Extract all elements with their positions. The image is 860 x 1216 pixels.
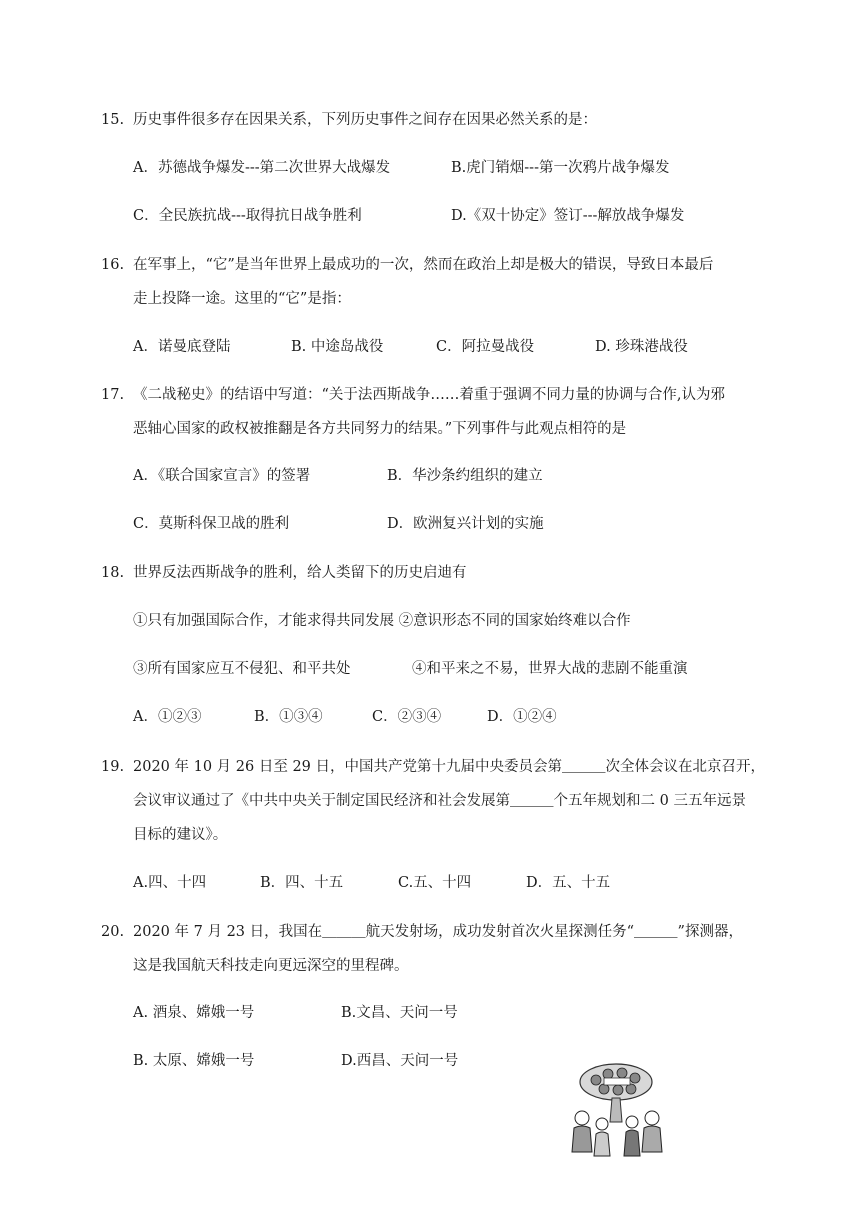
question-18-option-d: D．①②④ <box>487 709 557 725</box>
question-19-text-line2: 会议审议通过了《中共中央关于制定国民经济和社会发展第＿＿＿个五年规划和二 0 三五年远景 <box>133 793 746 809</box>
question-20-option-b: B.文昌、天问一号 <box>341 1005 458 1021</box>
question-18-statement-4: ④和平来之不易，世界大战的悲剧不能重演 <box>412 661 688 677</box>
question-18-option-b: B．①③④ <box>254 709 323 725</box>
question-18-statement-1-2: ①只有加强国际合作，才能求得共同发展 ②意识形态不同的国家始终难以合作 <box>133 613 631 629</box>
question-19-option-c: C.五、十四 <box>398 875 472 891</box>
question-15-option-a: A．苏德战争爆发---第二次世界大战爆发 <box>133 160 391 176</box>
question-17-option-c: C．莫斯科保卫战的胜利 <box>133 516 290 532</box>
question-20-option-d: D.西昌、天问一号 <box>341 1053 459 1069</box>
question-18-statement-3: ③所有国家应互不侵犯、和平共处 <box>133 661 351 677</box>
question-20-option-a: A. 酒泉、嫦娥一号 <box>133 1005 255 1021</box>
question-16-option-b: B. 中途岛战役 <box>291 339 384 355</box>
question-19-option-d: D．五、十五 <box>526 875 611 891</box>
question-19-option-a: A.四、十四 <box>133 875 207 891</box>
question-18-option-c: C．②③④ <box>372 709 442 725</box>
question-17-option-b: B．华沙条约组织的建立 <box>387 468 543 484</box>
question-18-number: 18. <box>101 565 125 581</box>
question-19-option-b: B．四、十五 <box>260 875 344 891</box>
question-16-option-a: A．诺曼底登陆 <box>133 339 231 355</box>
question-16-text-line1: 在军事上，“它”是当年世界上最成功的一次，然而在政治上却是极大的错误，导致日本最后 <box>133 257 714 273</box>
question-16-option-c: C．阿拉曼战役 <box>436 339 535 355</box>
question-17-number: 17. <box>101 387 125 403</box>
question-18-text: 世界反法西斯战争的胜利，给人类留下的历史启迪有 <box>133 565 467 581</box>
question-20-option-c: B. 太原、嫦娥一号 <box>133 1053 255 1069</box>
question-17-option-d: D．欧洲复兴计划的实施 <box>387 516 544 532</box>
question-15-text: 历史事件很多存在因果关系，下列历史事件之间存在因果必然关系的是： <box>133 112 597 128</box>
question-16-option-d: D. 珍珠港战役 <box>595 339 688 355</box>
question-17-option-a: A．《联合国家宣言》的签署 <box>133 468 311 484</box>
question-20-text-line2: 这是我国航天科技走向更远深空的里程碑。 <box>133 958 409 974</box>
question-19-text-line1: 2020 年 10 月 26 日至 29 日，中国共产党第十九届中央委员会第＿＿＿次全体会议在北京召开， <box>133 759 766 775</box>
question-19-text-line3: 目标的建议》。 <box>133 827 228 843</box>
question-18-option-a: A．①②③ <box>133 709 202 725</box>
question-17-text-line1: 《二战秘史》的结语中写道：“关于法西斯战争……着重于强调不同力量的协调与合作,认为邪 <box>133 387 726 403</box>
cartoon-illustration-icon <box>560 1060 672 1160</box>
question-15-option-d: D.《双十协定》签订---解放战争爆发 <box>451 208 685 224</box>
question-15-option-c: C．全民族抗战---取得抗日战争胜利 <box>133 208 362 224</box>
question-17-text-line2: 恶轴心国家的政权被推翻是各方共同努力的结果。”下列事件与此观点相符的是 <box>133 421 627 437</box>
question-15-option-b: B.虎门销烟---第一次鸦片战争爆发 <box>451 160 670 176</box>
question-19-number: 19. <box>101 759 125 775</box>
question-16-text-line2: 走上投降一途。这里的“它”是指： <box>133 291 351 307</box>
question-20-number: 20. <box>101 924 125 940</box>
question-16-number: 16. <box>101 257 125 273</box>
question-15-number: 15. <box>101 112 125 128</box>
question-20-text-line1: 2020 年 7 月 23 日，我国在＿＿＿航天发射场，成功发射首次火星探测任务“＿＿＿”探测器， <box>133 924 743 940</box>
